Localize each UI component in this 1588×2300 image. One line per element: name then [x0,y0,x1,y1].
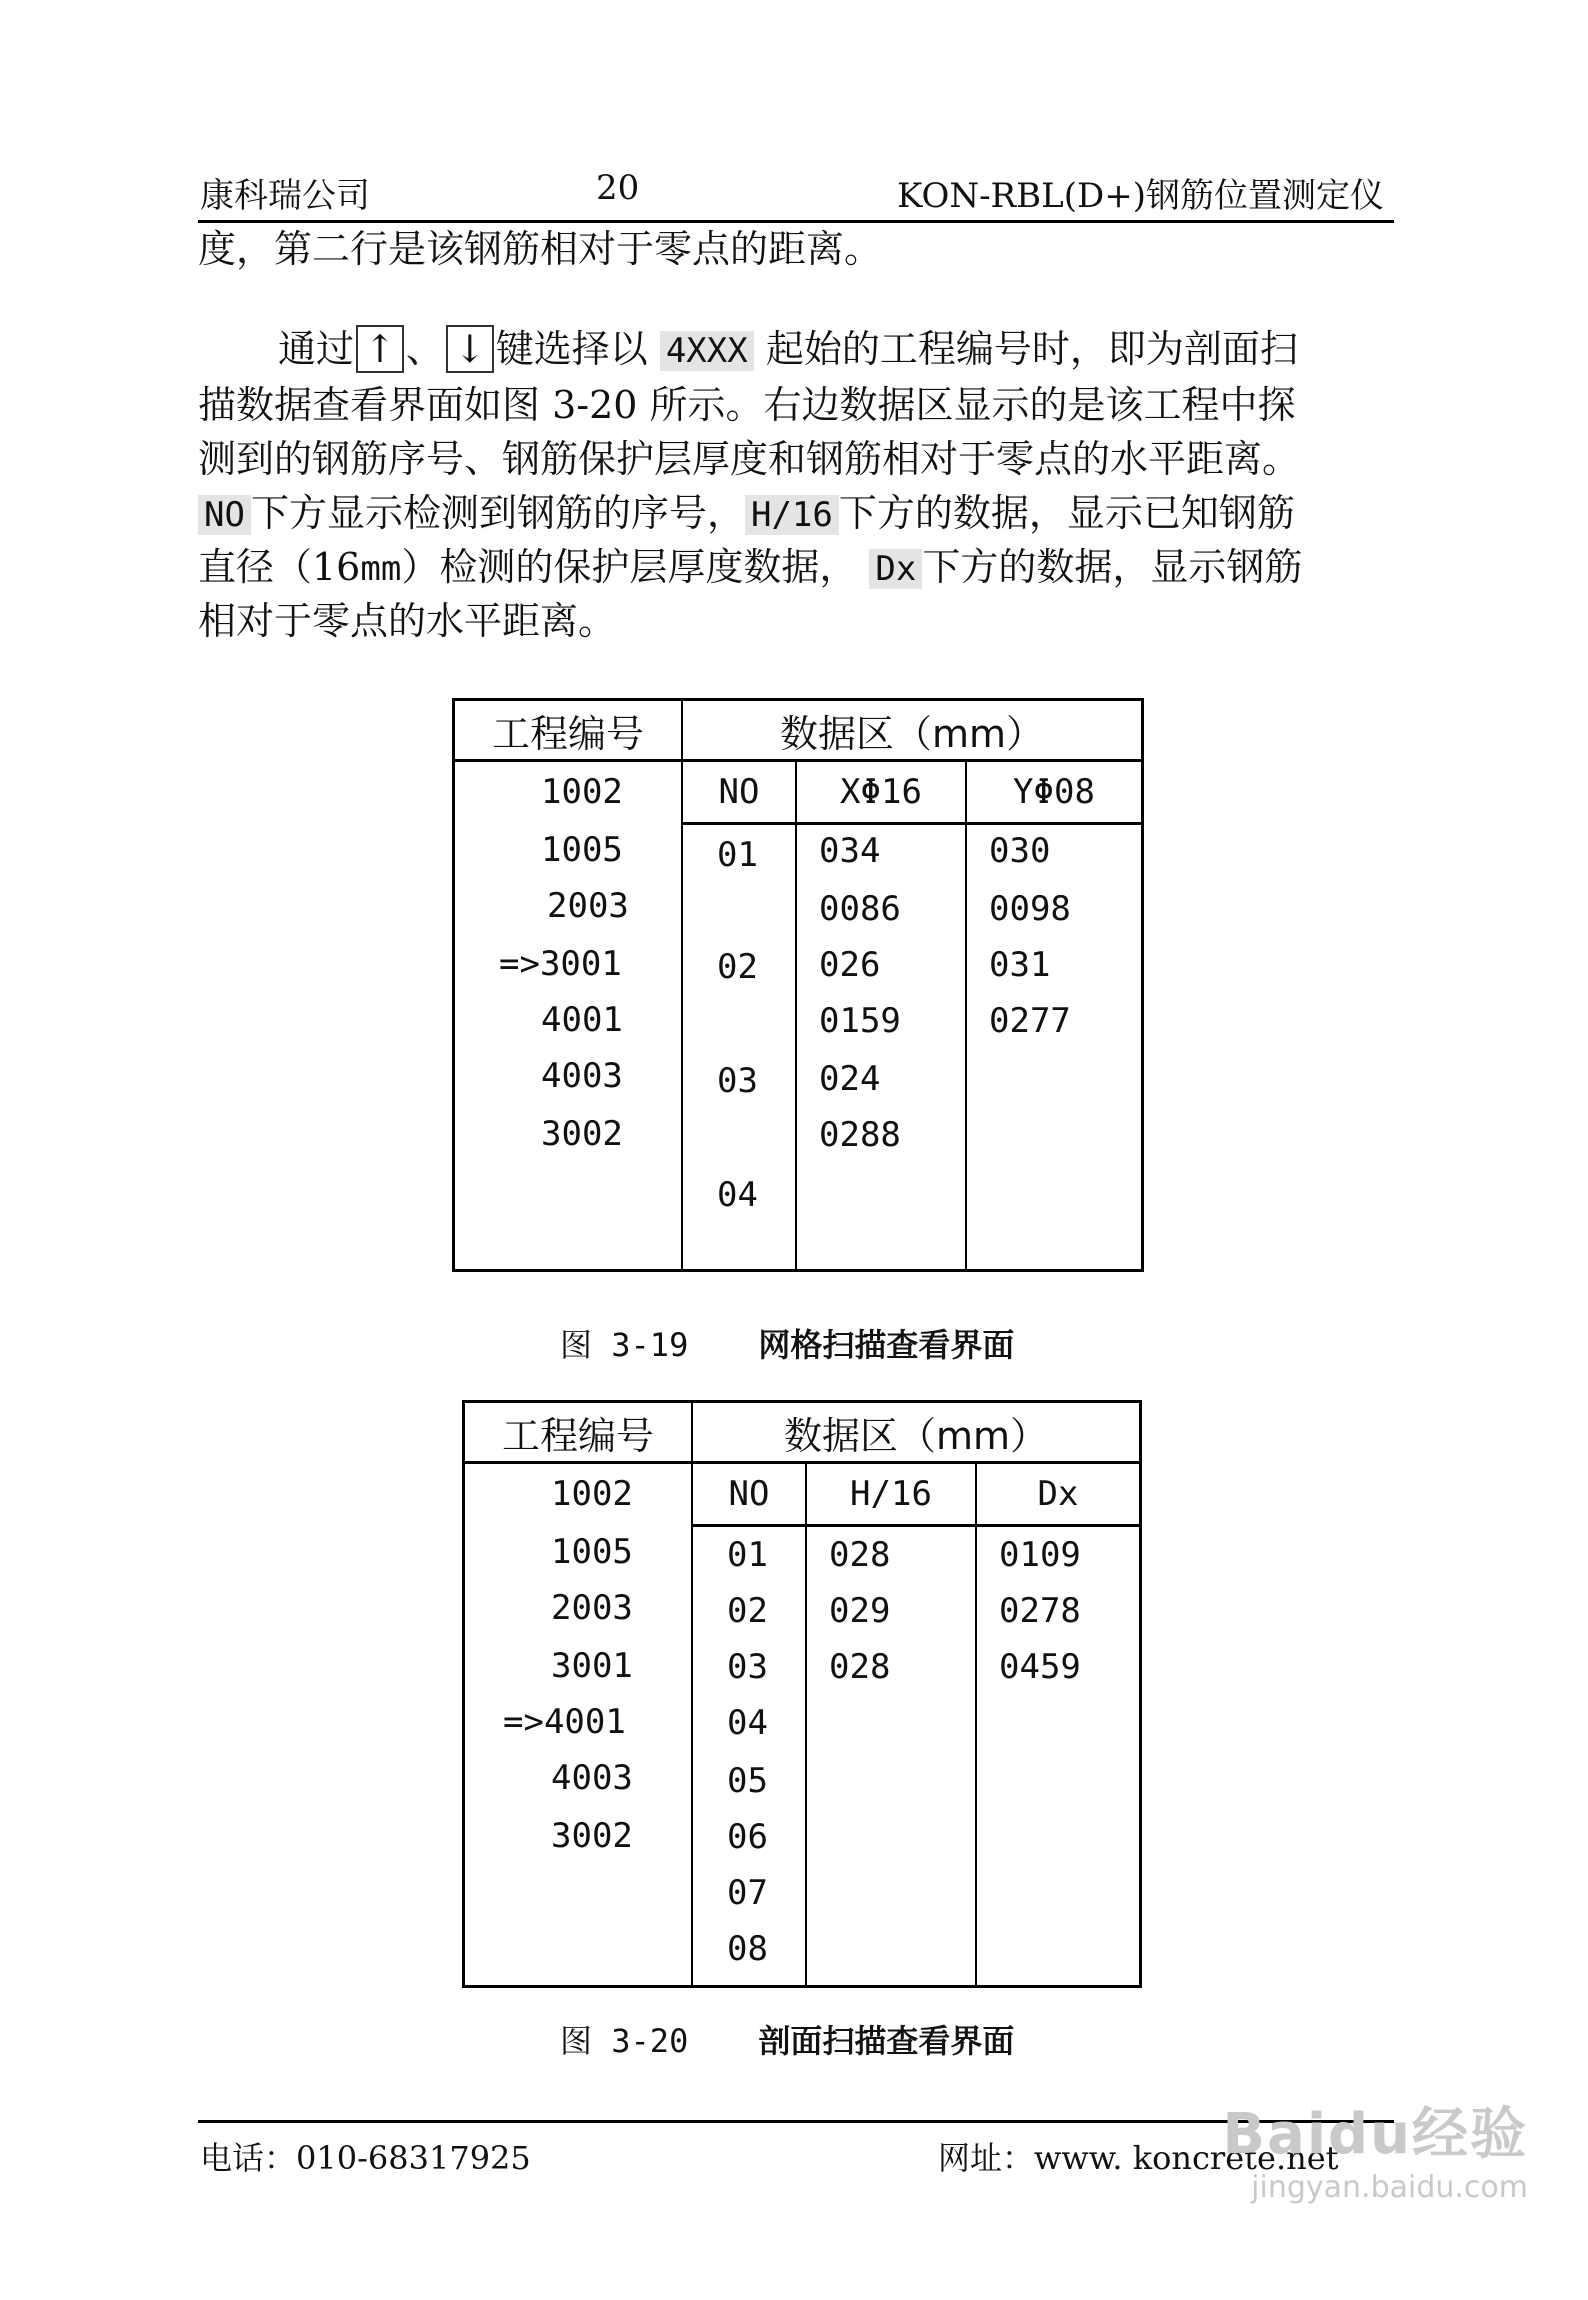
page-header [198,160,1394,223]
paragraph-line-5: 直径（16mm）检测的保护层厚度数据， Dx 下方的数据，显示钢筋 [198,545,1303,589]
x16-value: 024 [819,1059,881,1099]
x16-value: 0288 [819,1115,901,1155]
no-value: 03 [727,1647,768,1687]
baidu-jingyan-watermark: Baidu经验 jingyan.baidu.com [1222,2102,1528,2205]
no-value: 02 [727,1591,768,1631]
project-item-selected: =>4001 [503,1702,626,1742]
project-item: 2003 [547,886,629,926]
dx-value: 0459 [999,1647,1081,1687]
no-value: 03 [717,1061,758,1101]
project-item-selected: =>3001 [499,944,622,984]
project-item: 1002 [551,1474,633,1514]
no-value: 01 [727,1535,768,1575]
page-number: 20 [596,168,640,208]
no-value: 01 [717,835,758,875]
no-value: 02 [717,947,758,987]
x16-value: 0086 [819,889,901,929]
h16-value: 029 [829,1591,891,1631]
x16-value: 026 [819,945,881,985]
col-x16-header: XΦ16 [796,761,966,824]
project-item: 1002 [541,772,623,812]
data-area-header: 数据区（mm） [692,1402,1141,1463]
project-item: 4003 [541,1056,623,1096]
project-item: 3002 [541,1114,623,1154]
product-name: KON-RBL(D+)钢筋位置测定仪 [896,176,1384,216]
project-item: 4003 [551,1758,633,1798]
col-no-header: NO [692,1463,806,1526]
x16-value: 034 [819,831,881,871]
h16-column [806,1526,976,1987]
paragraph-line-1: 通过 ↑ 、 ↓ 键选择以 4XXX 起始的工程编号时，即为剖面扫 [278,327,1298,371]
x16-column [796,824,966,1271]
dx-value: 0278 [999,1591,1081,1631]
paragraph-line-3: 测到的钢筋序号、钢筋保护层厚度和钢筋相对于零点的水平距离。 [198,437,1301,481]
project-item: 1005 [541,830,623,870]
project-list [464,1463,693,1987]
paragraph-line-2: 描数据查看界面如图 3-20 所示。右边数据区显示的是该工程中探 [198,383,1296,427]
project-item: 4001 [541,1000,623,1040]
dx-value: 0109 [999,1535,1081,1575]
no-value: 04 [717,1175,758,1215]
paragraph-line-4: NO 下方显示检测到钢筋的序号， H/16 下方的数据，显示已知钢筋 [198,486,1394,542]
no-value: 08 [727,1929,768,1969]
code-4xxx: 4XXX [660,331,754,371]
phone-number: 电话：010-68317925 [200,2139,531,2177]
paragraph-line-0: 度，第二行是该钢筋相对于零点的距离。 [198,227,883,271]
up-arrow-key-icon: ↑ [356,325,404,373]
website: 网址：www. koncrete.net [938,2139,1339,2177]
project-item: 1005 [551,1532,633,1572]
project-item: 3002 [551,1816,633,1856]
x16-value: 0159 [819,1001,901,1041]
no-value: 06 [727,1817,768,1857]
project-item: 3001 [551,1646,633,1686]
no-value: 04 [727,1703,768,1743]
col-h16-header: H/16 [806,1463,976,1526]
y08-value: 0277 [989,1001,1071,1041]
no-column [692,1526,806,1987]
no-value: 05 [727,1761,768,1801]
h16-value: 028 [829,1647,891,1687]
data-area-header: 数据区（mm） [682,700,1143,761]
figure-3-20-caption: 图 3-20 剖面扫描查看界面 [560,2022,1015,2060]
project-list [454,761,683,1271]
y08-value: 031 [989,945,1051,985]
y08-column [966,824,1143,1271]
paragraph-line-6: 相对于零点的水平距离。 [198,599,617,643]
section-scan-screen [462,1400,1142,1988]
page-footer [198,2120,1394,2183]
no-value: 07 [727,1873,768,1913]
col-y08-header: YΦ08 [966,761,1143,824]
project-number-header: 工程编号 [464,1402,693,1463]
y08-value: 0098 [989,889,1071,929]
code-dx: Dx [869,549,922,589]
grid-scan-screen [452,698,1144,1272]
col-no-header: NO [682,761,796,824]
no-column [682,824,796,1271]
y08-value: 030 [989,831,1051,871]
figure-3-19-caption: 图 3-19 网格扫描查看界面 [560,1326,1015,1364]
project-item: 2003 [551,1588,633,1628]
company-name: 康科瑞公司 [200,176,370,216]
project-number-header: 工程编号 [454,700,683,761]
down-arrow-key-icon: ↓ [446,325,494,373]
dx-column [976,1526,1141,1987]
code-no: NO [198,495,251,535]
col-dx-header: Dx [976,1463,1141,1526]
code-h16: H/16 [745,495,839,535]
h16-value: 028 [829,1535,891,1575]
